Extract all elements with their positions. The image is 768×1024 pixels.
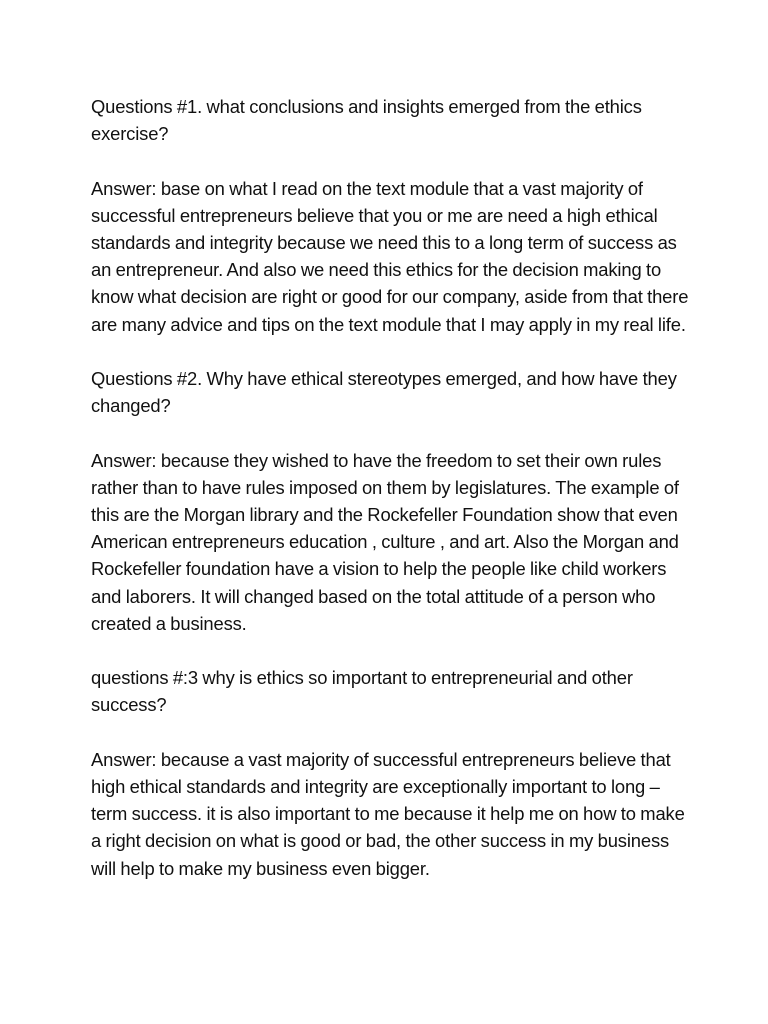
answer-3: Answer: because a vast majority of successful entrepreneurs believe that high ethical standards and integrity are exceptionally important to long – term success. it is also important to me because it help me on how to make a right decision on what is good or bad, the other success in my business will help to make my business even bigger. xyxy=(91,748,685,879)
question-1: Questions #1. what conclusions and insights emerged from the ethics exercise? xyxy=(91,96,642,145)
question-3: questions #:3 why is ethics so important to entrepreneurial and other success? xyxy=(91,667,633,716)
answer-1: Answer: base on what I read on the text module that a vast majority of successful entrepreneurs believe that you or me are need a high ethical standards and integrity because we need this to a long term of success as an entrepreneur. And also we need this ethics for the decision making to know what decision are right or good for our company, aside from that there are many advice and tips on the text module that I may apply in my real life. xyxy=(91,177,689,335)
document-body xyxy=(91,93,691,909)
answer-2: Answer: because they wished to have the freedom to set their own rules rather than to have rules imposed on them by legislatures. The example of this are the Morgan library and the Rockefeller Foundation show that even American entrepreneurs education , culture , and art. Also the Morgan and Rockefeller foundation have a vision to help the people like child workers and laborers. It will changed based on the total attitude of a person who created a business. xyxy=(91,449,679,634)
question-2: Questions #2. Why have ethical stereotypes emerged, and how have they changed? xyxy=(91,368,677,417)
